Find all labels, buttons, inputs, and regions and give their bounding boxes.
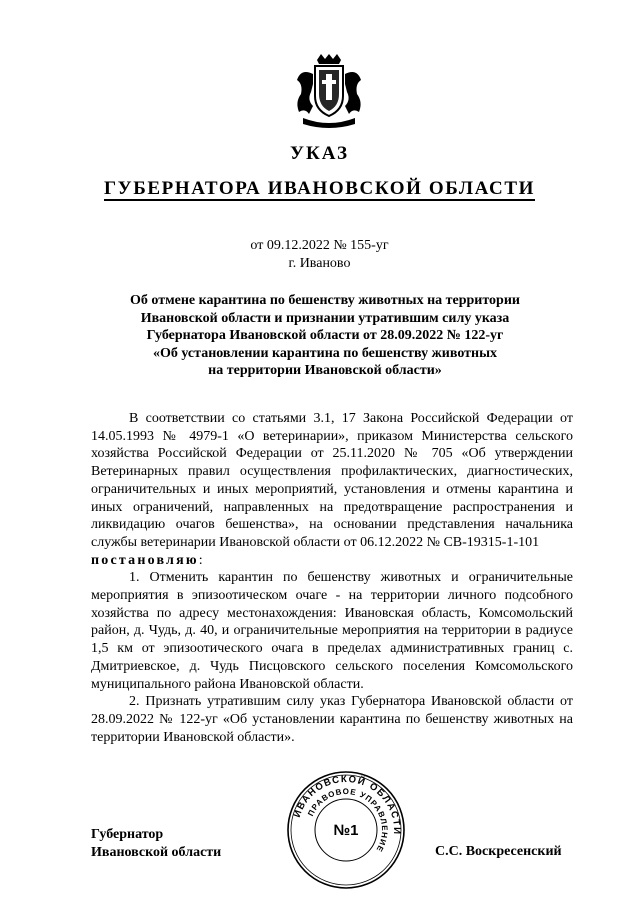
subject-line: на территории Ивановской области» (208, 363, 442, 378)
city: г. Иваново (288, 256, 351, 271)
official-stamp (284, 768, 408, 892)
stamp-inner-text: ПРАВОВОЕ УПРАВЛЕНИЕ (306, 786, 390, 854)
item-1-paragraph: 1. Отменить карантин по бешенству животных и ограничительные мероприятия в эпизоотическом очаге - на территории личного подсобного хозяйства по адресу местонахождения: Ивановская область, Комсомольский район, д. Чудь, д. 40, и ограничительные мероприятия на территории в радиусе 1,5 км от эпизоотического очага в пределах административных границ с. Дмитриевское, д. Чудь Писцовского сельского поселения Комсомольского муниципального района Ивановской области. (91, 570, 573, 692)
stamp-outer-text: ИВАНОВСКОЙ ОБЛАСТИ (291, 773, 403, 836)
item-2-paragraph: 2. Признать утратившим силу указ Губернатора Ивановской области от 28.09.2022 № 122-уг «Об установлении карантина по бешенству животных на территории Ивановской области». (91, 694, 573, 745)
signatory-position (91, 826, 221, 862)
decree-subject (90, 292, 560, 380)
subject-line: Губернатора Ивановской области от 28.09.2022 № 122-уг (146, 328, 504, 343)
date-number: от 09.12.2022 № 155-уг (250, 238, 389, 253)
date-block (0, 237, 639, 273)
stamp-number: №1 (333, 822, 359, 839)
position-line: Ивановской области (91, 845, 222, 860)
coat-of-arms-emblem (293, 54, 365, 130)
decree-resolution: постановляю: (91, 552, 203, 568)
decree-body (91, 410, 573, 746)
signatory-name: С.С. Воскресенский (435, 844, 562, 859)
subject-line: Об отмене карантина по бешенству животных на территории (130, 293, 520, 308)
preamble-paragraph: В соответствии со статьями 3.1, 17 Закона Российской Федерации от 14.05.1993 № 4979-1 «О ветеринарии», приказом Министерства сельского хозяйства Российской Федерации от 25.11.2020 № 705 «Об утверждении Ветеринарных правил осуществления профилактических, диагностических, ограничительных и иных мероприятий, установления и отмены карантина и иных ограничений, направленных на предотвращение распространения и ликвидацию очагов бешенства», на основании представления начальника службы ветеринарии Ивановской области от 06.12.2022 № СВ-19315-1-101 (91, 411, 573, 550)
subject-line: «Об установлении карантина по бешенству животных (152, 345, 498, 361)
subject-line: Ивановской области и признании утратившим силу указа (140, 310, 510, 326)
document-issuer: ГУБЕРНАТОРА ИВАНОВСКОЙ ОБЛАСТИ (103, 178, 536, 199)
document-title: УКАЗ (290, 143, 349, 164)
position-line: Губернатор (91, 827, 164, 842)
